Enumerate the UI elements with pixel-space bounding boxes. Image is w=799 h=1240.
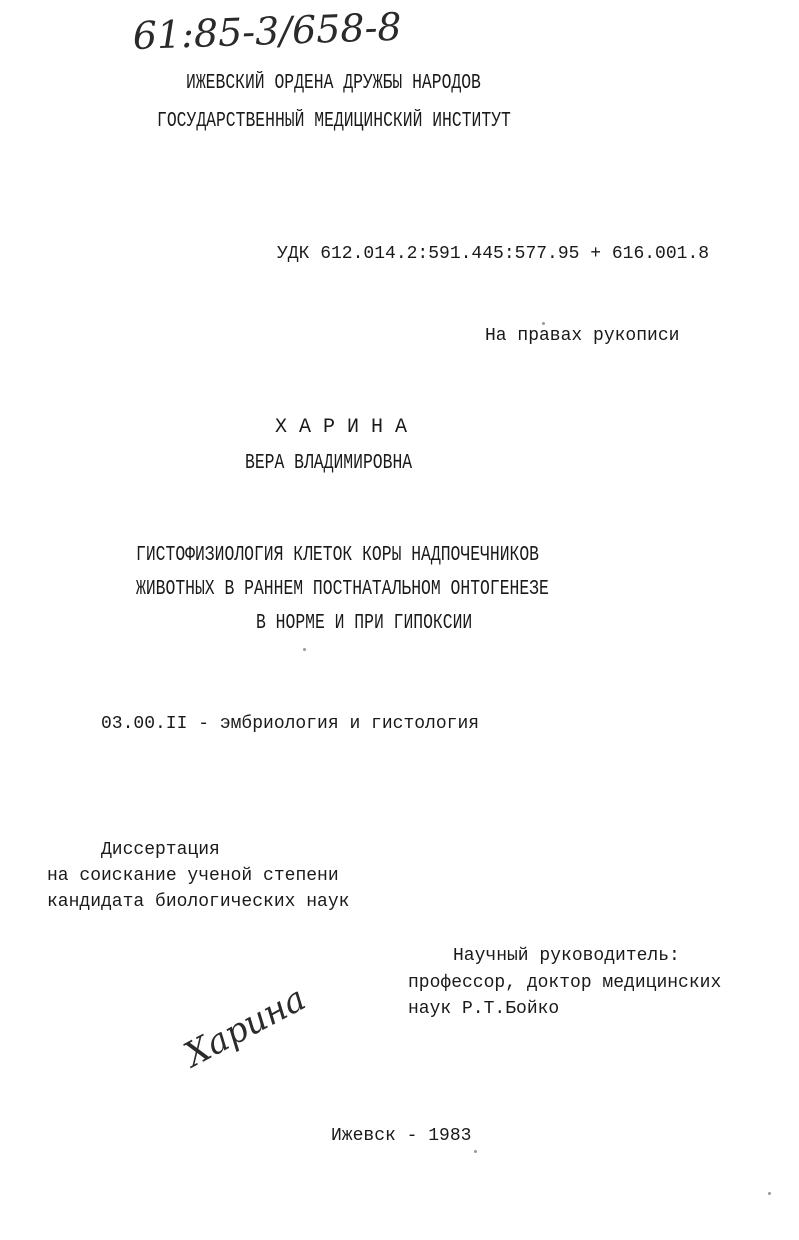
scan-speck <box>474 1150 477 1153</box>
handwritten-signature: Харина <box>178 978 313 1076</box>
thesis-title-line-1: ГИСТОФИЗИОЛОГИЯ КЛЕТОК КОРЫ НАДПОЧЕЧНИКОВ <box>136 544 540 567</box>
institution-line-1: ИЖЕВСКИЙ ОРДЕНА ДРУЖБЫ НАРОДОВ <box>186 72 481 95</box>
dissertation-line-3: кандидата биологических наук <box>47 892 350 912</box>
dissertation-line-1: Диссертация <box>101 840 220 860</box>
scan-speck <box>542 322 545 325</box>
scan-speck <box>768 1192 771 1195</box>
thesis-title-line-3: В НОРМЕ И ПРИ ГИПОКСИИ <box>256 612 473 635</box>
scan-speck <box>303 648 306 651</box>
thesis-title-line-2: ЖИВОТНЫХ В РАННЕМ ПОСТНАТАЛЬНОМ ОНТОГЕНЕЗЕ <box>136 578 549 601</box>
handwritten-catalog-code: 61:85-3/658-8 <box>132 4 403 58</box>
supervisor-line-2: профессор, доктор медицинских <box>408 973 722 993</box>
udc-code: УДК 612.014.2:591.445:577.95 + 616.001.8 <box>277 244 710 264</box>
author-surname: Х А Р И Н А <box>275 416 408 439</box>
specialty-code: 03.00.II - эмбриология и гистология <box>101 714 480 734</box>
institution-line-2: ГОСУДАРСТВЕННЫЙ МЕДИЦИНСКИЙ ИНСТИТУТ <box>157 110 511 133</box>
dissertation-line-2: на соискание ученой степени <box>47 866 339 886</box>
supervisor-line-1: Научный руководитель: <box>453 946 680 966</box>
manuscript-note: На правах рукописи <box>485 326 680 346</box>
author-name: ВЕРА ВЛАДИМИРОВНА <box>245 452 413 475</box>
supervisor-line-3: наук Р.Т.Бойко <box>408 999 560 1019</box>
city-year-footer: Ижевск - 1983 <box>331 1126 472 1146</box>
